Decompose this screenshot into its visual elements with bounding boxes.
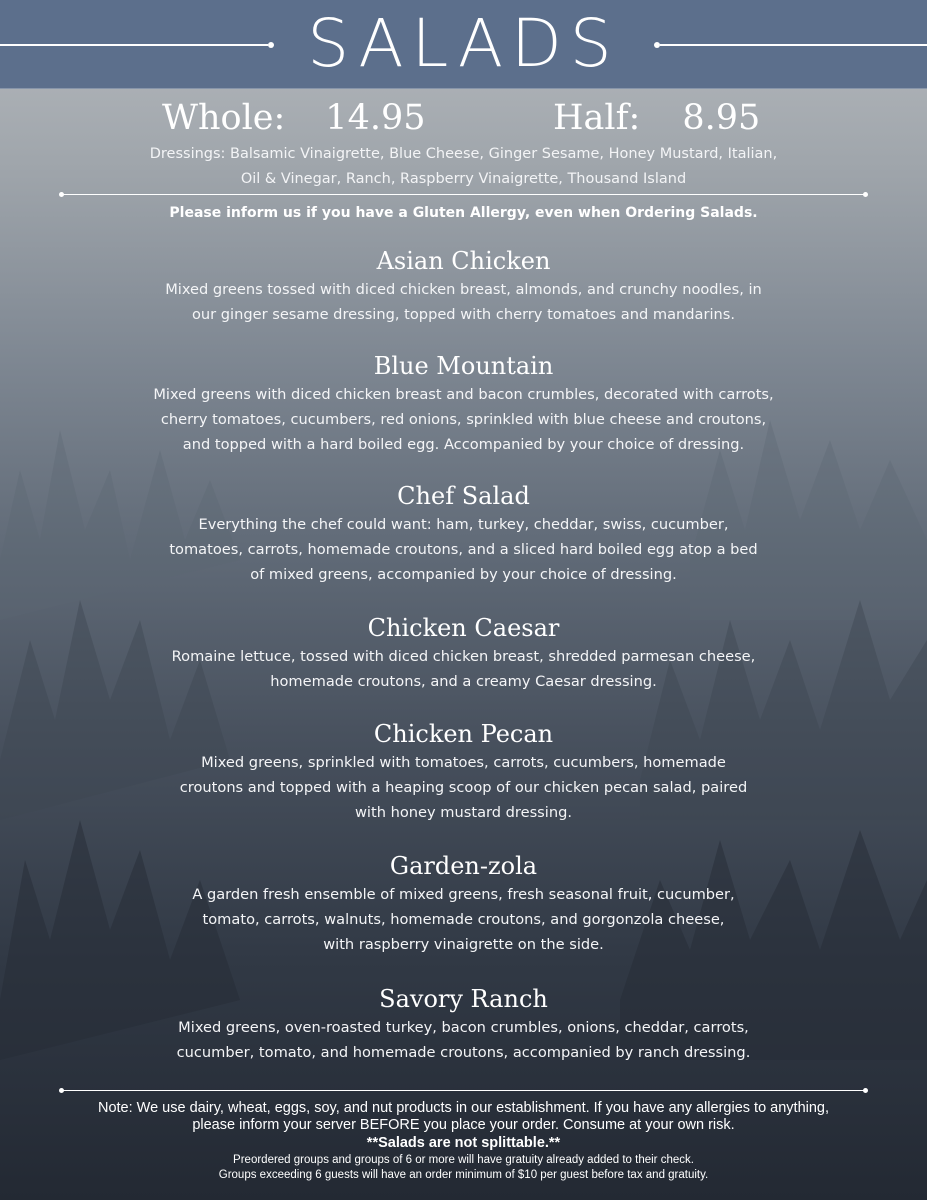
menu-item — [60, 718, 867, 825]
menu-item-description: A garden fresh ensemble of mixed greens, fresh seasonal fruit, cucumber, tomato, carrots, walnuts, homemade croutons, and gorgonzola cheese, with raspberry vinaigrette on the side. — [192, 886, 735, 953]
menu-item-name: Chef Salad — [397, 482, 530, 510]
divider-bottom-dot-right — [863, 1088, 868, 1093]
whole-price-group — [162, 96, 426, 140]
note-line-allergens: Note: We use dairy, wheat, eggs, soy, and nut products in our establishment. If you have any allergies to anything, — [97, 1100, 830, 1116]
dressings-line-2: Oil & Vinegar, Ranch, Raspberry Vinaigrette, Thousand Island — [240, 171, 687, 187]
half-price-group — [553, 96, 760, 140]
menu-item — [60, 983, 867, 1065]
menu-item-description: Everything the chef could want: ham, turkey, cheddar, swiss, cucumber, tomatoes, carrots, homemade croutons, and a sliced hard boiled egg atop a bed of mixed greens, accompanied by your choice of dressing. — [169, 516, 758, 583]
divider-top — [62, 194, 865, 195]
menu-item-description: Romaine lettuce, tossed with diced chicken breast, shredded parmesan cheese, homemade croutons, and a creamy Caesar dressing. — [171, 648, 756, 690]
half-label: Half: — [553, 98, 641, 138]
half-price: 8.95 — [682, 98, 761, 138]
menu-item-name: Savory Ranch — [379, 985, 548, 1013]
menu-item — [60, 350, 867, 457]
price-row — [0, 96, 927, 140]
menu-item-name: Blue Mountain — [373, 352, 554, 380]
page-title: SALADS — [307, 5, 620, 82]
menu-item-description: Mixed greens tossed with diced chicken breast, almonds, and crunchy noodles, in our ginger sesame dressing, topped with cherry tomatoes and mandarins. — [165, 281, 762, 323]
menu-item-name: Garden-zola — [389, 852, 538, 880]
note-line-not-splittable: **Salads are not splittable.** — [366, 1135, 561, 1151]
menu-item-description: Mixed greens, oven-roasted turkey, bacon crumbles, onions, cheddar, carrots, cucumber, tomato, and homemade croutons, accompanied by ranch dressing. — [176, 1019, 751, 1061]
whole-price: 14.95 — [325, 98, 426, 138]
allergy-and-policy-note — [20, 1100, 907, 1183]
title-banner — [0, 0, 927, 89]
divider-top-dot-right — [863, 192, 868, 197]
menu-item-name: Asian Chicken — [376, 247, 551, 275]
title-rule-right — [660, 44, 927, 46]
note-line-gratuity: Preordered groups and groups of 6 or more will have gratuity already added to their check. — [233, 1154, 694, 1166]
gluten-allergy-notice: Please inform us if you have a Gluten Allergy, even when Ordering Salads. — [169, 205, 758, 221]
menu-item — [60, 850, 867, 957]
note-line-inform-server: please inform your server BEFORE you place your order. Consume at your own risk. — [192, 1117, 735, 1133]
menu-item — [60, 245, 867, 327]
menu-item-description: Mixed greens, sprinkled with tomatoes, carrots, cucumbers, homemade croutons and topped with a heaping scoop of our chicken pecan salad, paired with honey mustard dressing. — [179, 754, 748, 821]
menu-item-name: Chicken Caesar — [367, 614, 560, 642]
menu-item — [60, 480, 867, 587]
note-line-order-minimum: Groups exceeding 6 guests will have an order minimum of $10 per guest before tax and gratuity. — [218, 1169, 709, 1181]
menu-item-description: Mixed greens with diced chicken breast and bacon crumbles, decorated with carrots, cherry tomatoes, cucumbers, red onions, sprinkled with blue cheese and croutons, and topped with a hard boiled egg. Accompanied by your choice of dressing. — [153, 386, 774, 453]
dressings-list — [60, 142, 867, 192]
menu-item — [60, 612, 867, 694]
menu-item-name: Chicken Pecan — [373, 720, 554, 748]
divider-bottom — [62, 1090, 865, 1091]
dressings-line-1: Dressings: Balsamic Vinaigrette, Blue Cheese, Ginger Sesame, Honey Mustard, Italian, — [149, 146, 778, 162]
whole-label: Whole: — [162, 98, 286, 138]
